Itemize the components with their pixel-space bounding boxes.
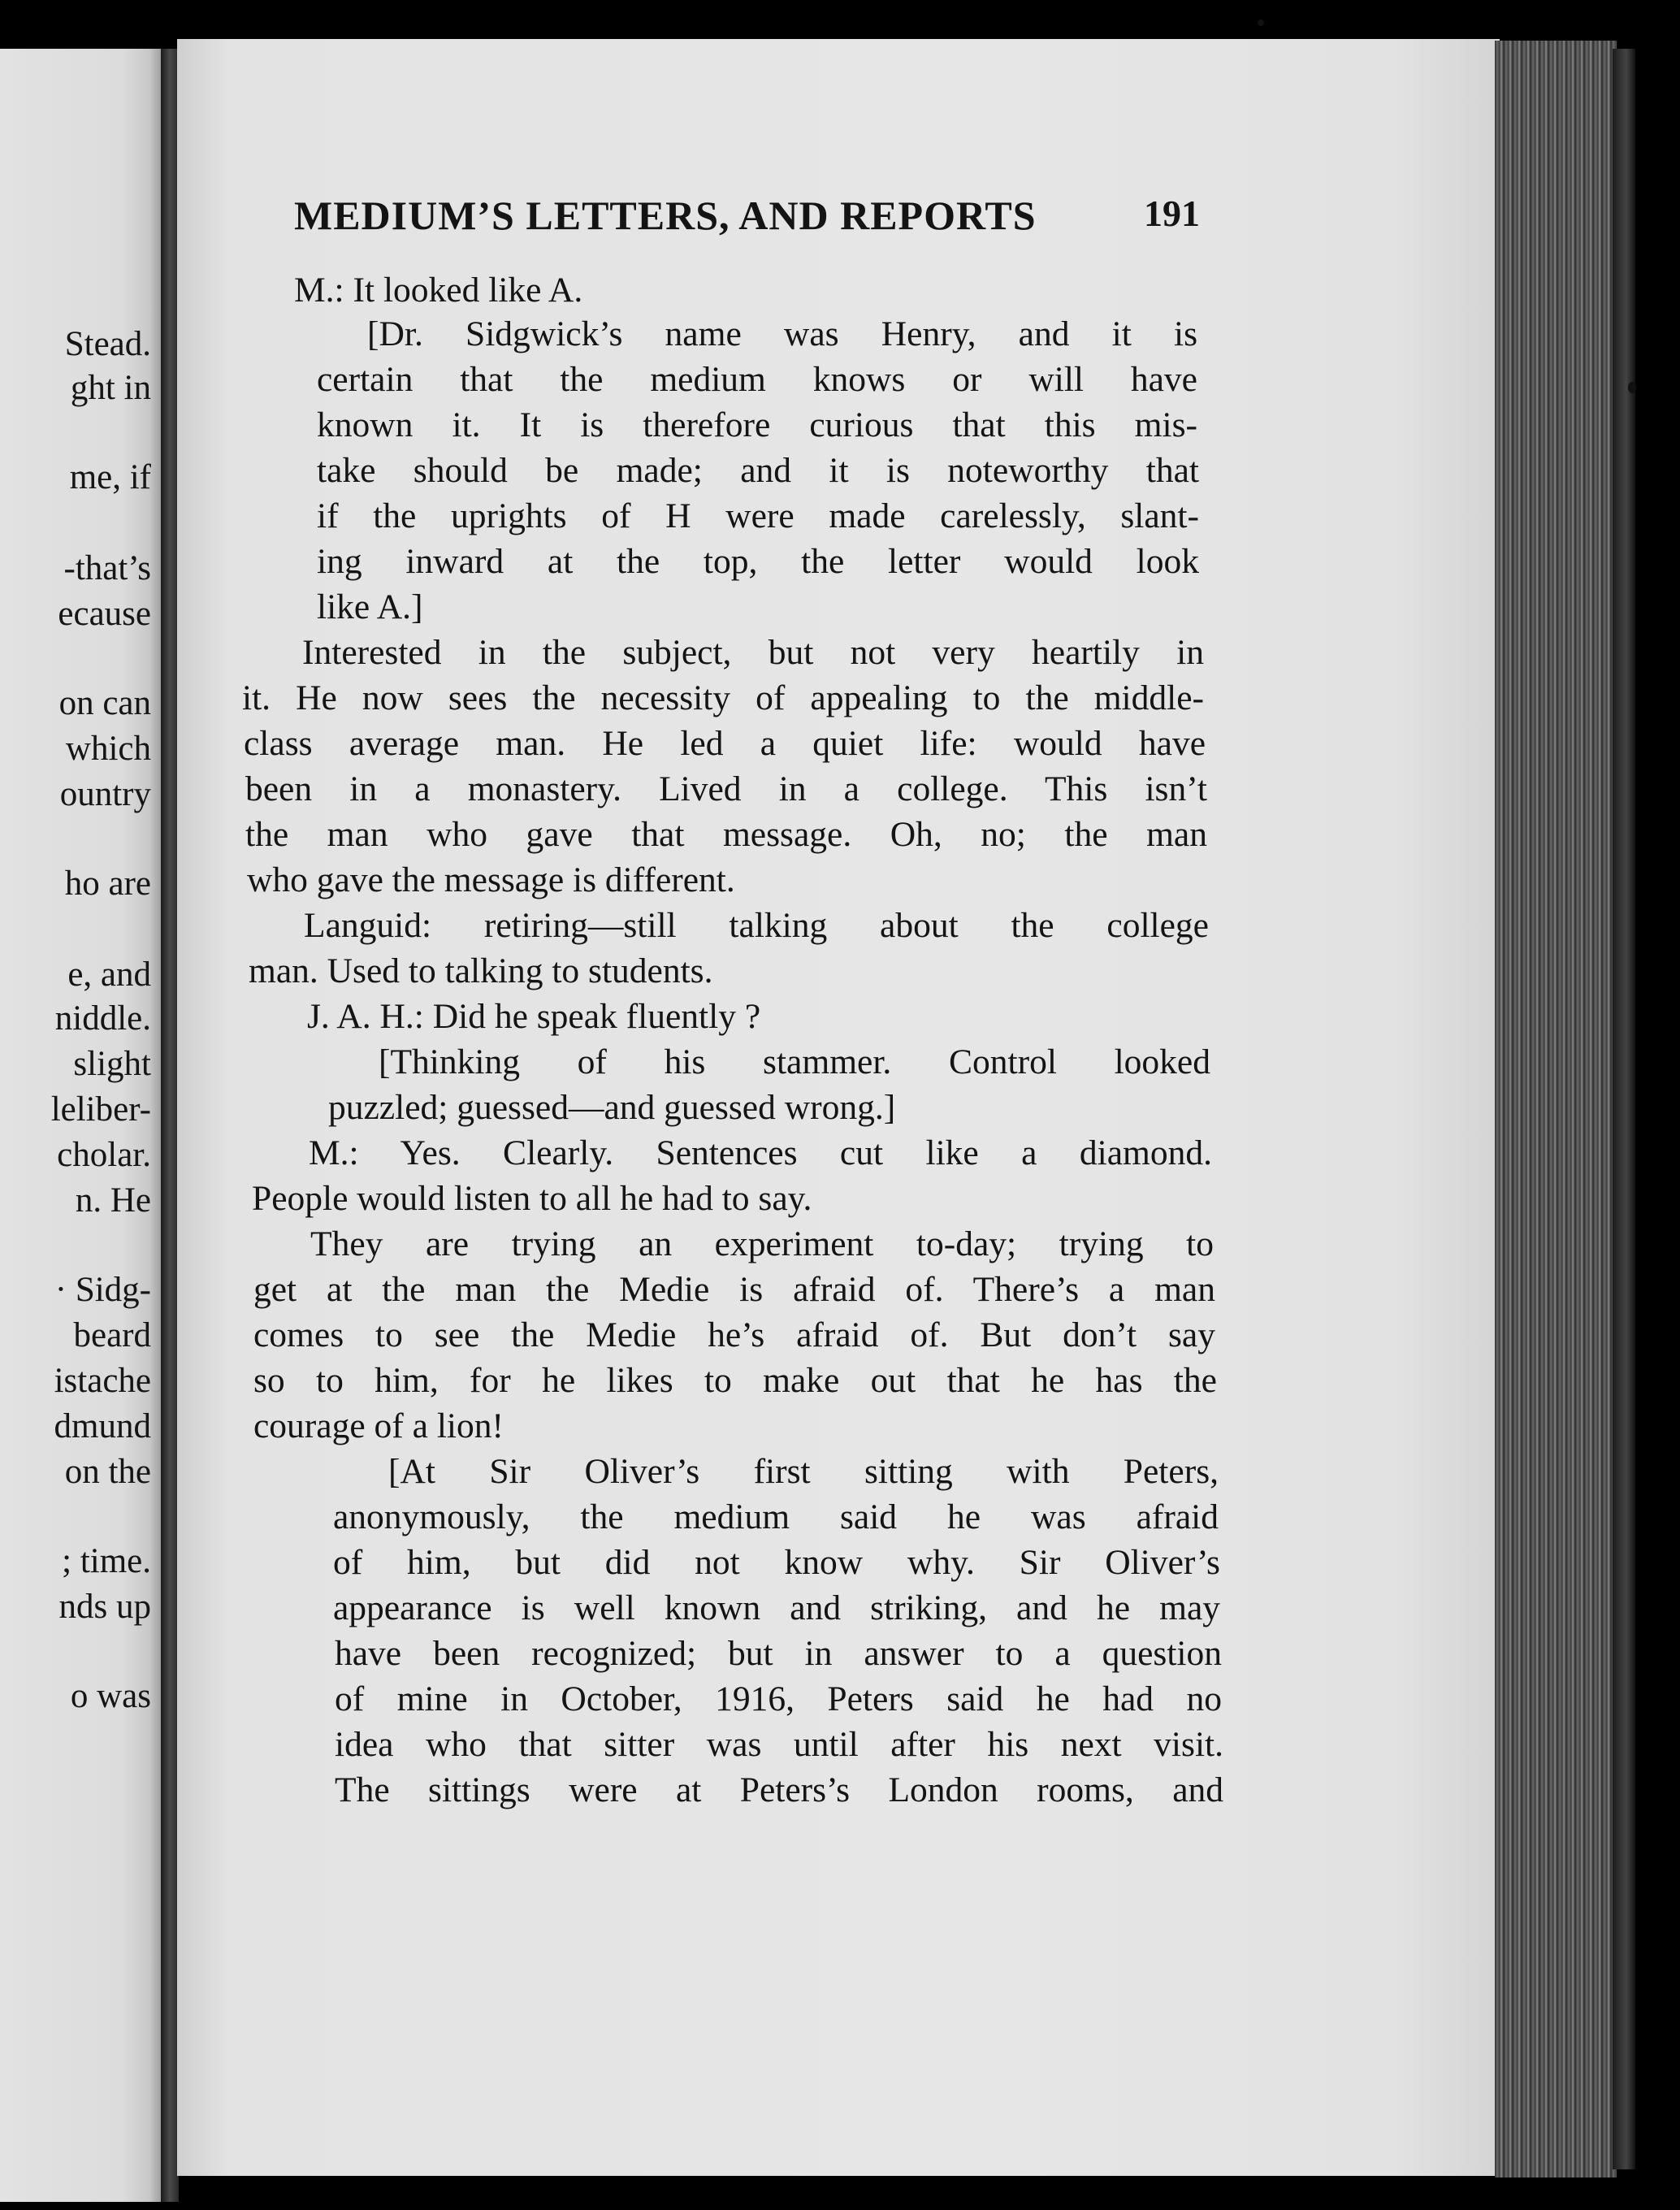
running-header: MEDIUM’S LETTERS, AND REPORTS (294, 193, 1037, 238)
text-line: The sittings were at Peters’s London rooms, and (335, 1770, 1223, 1809)
text-line: the man who gave that message. Oh, no; the man (245, 815, 1207, 854)
text-line: if the uprights of H were made carelessly, slant- (317, 496, 1199, 535)
text-line: who gave the message is different. (247, 860, 735, 899)
text-line: known it. It is therefore curious that this mis- (317, 405, 1197, 444)
text-line: [At Sir Oliver’s first sitting with Peters, (388, 1452, 1219, 1491)
scan-speck (1628, 382, 1636, 393)
text-line: of mine in October, 1916, Peters said he had no (335, 1679, 1222, 1718)
left-page-fragment: beard (73, 1316, 151, 1354)
text-line: courage of a lion! (253, 1406, 504, 1445)
left-page-fragment: n. He (75, 1181, 151, 1220)
left-page-fragment: which (65, 730, 151, 768)
scan-speck (1258, 20, 1264, 26)
left-page-fragment: niddle. (54, 999, 151, 1038)
left-page-fragment: cholar. (57, 1136, 151, 1174)
text-line: man. Used to talking to students. (249, 951, 713, 990)
text-line: class average man. He led a quiet life: would have (244, 724, 1206, 763)
text-line: been in a monastery. Lived in a college. This isn’t (245, 769, 1207, 808)
text-line: of him, but did not know why. Sir Oliver’s (333, 1543, 1220, 1582)
left-page-fragment: dmund (54, 1407, 151, 1445)
left-page-fragment: ght in (70, 369, 151, 407)
left-page-fragment: ountry (59, 775, 151, 813)
page-block-edge (1495, 41, 1617, 2178)
left-page-fragment: nds up (58, 1588, 151, 1626)
text-line: it. He now sees the necessity of appealing to the middle- (242, 678, 1204, 717)
left-page-fragment: on the (64, 1453, 151, 1491)
page-block-shadow (1613, 49, 1635, 2169)
text-line: [Thinking of his stammer. Control looked (379, 1042, 1210, 1081)
text-line: Interested in the subject, but not very heartily in (302, 633, 1204, 672)
left-page-fragment: istache (54, 1362, 151, 1400)
left-page-fragment: ; time. (62, 1542, 151, 1580)
text-line: comes to see the Medie he’s afraid of. But don’t say (253, 1315, 1215, 1354)
text-line: [Dr. Sidgwick’s name was Henry, and it is (367, 314, 1197, 353)
text-line: puzzled; guessed—and guessed wrong.] (328, 1088, 896, 1127)
left-page-fragment: o was (70, 1677, 151, 1715)
left-page-fragment: ecause (58, 595, 151, 633)
text-line: They are trying an experiment to-day; trying to (310, 1224, 1214, 1263)
text-line: M.: It looked like A. (294, 271, 583, 310)
left-page-fragment: Stead. (64, 325, 151, 363)
left-page-fragment: e, and (67, 956, 151, 994)
left-page (0, 49, 162, 2202)
text-line: ing inward at the top, the letter would look (317, 542, 1199, 581)
text-line: take should be made; and it is noteworthy that (317, 451, 1199, 490)
left-page-fragment: ho are (64, 864, 151, 903)
page-number: 191 (1144, 193, 1200, 234)
left-page-fragment: -that’s (63, 549, 151, 587)
left-page-fragment: me, if (69, 458, 151, 496)
text-line: appearance is well known and striking, and he may (333, 1588, 1220, 1627)
left-page-fragment: leliber- (50, 1090, 151, 1129)
text-line: have been recognized; but in answer to a question (335, 1634, 1222, 1673)
left-page-fragment: · Sidg- (54, 1271, 151, 1309)
book-gutter (161, 49, 179, 2202)
text-line: get at the man the Medie is afraid of. There’s a man (253, 1270, 1215, 1309)
text-line: anonymously, the medium said he was afraid (333, 1497, 1219, 1536)
text-line: certain that the medium knows or will have (317, 360, 1197, 399)
text-line: so to him, for he likes to make out that he has the (253, 1361, 1217, 1400)
text-line: M.: Yes. Clearly. Sentences cut like a diamond. (309, 1133, 1212, 1172)
text-line: People would listen to all he had to say. (252, 1179, 812, 1218)
text-line: Languid: retiring—still talking about the college (304, 906, 1209, 945)
text-line: like A.] (317, 587, 423, 626)
text-line: J. A. H.: Did he speak fluently ? (307, 997, 761, 1036)
left-page-fragment: slight (73, 1045, 151, 1083)
text-line: idea who that sitter was until after his next visit. (335, 1725, 1223, 1764)
left-page-fragment: on can (58, 684, 151, 722)
